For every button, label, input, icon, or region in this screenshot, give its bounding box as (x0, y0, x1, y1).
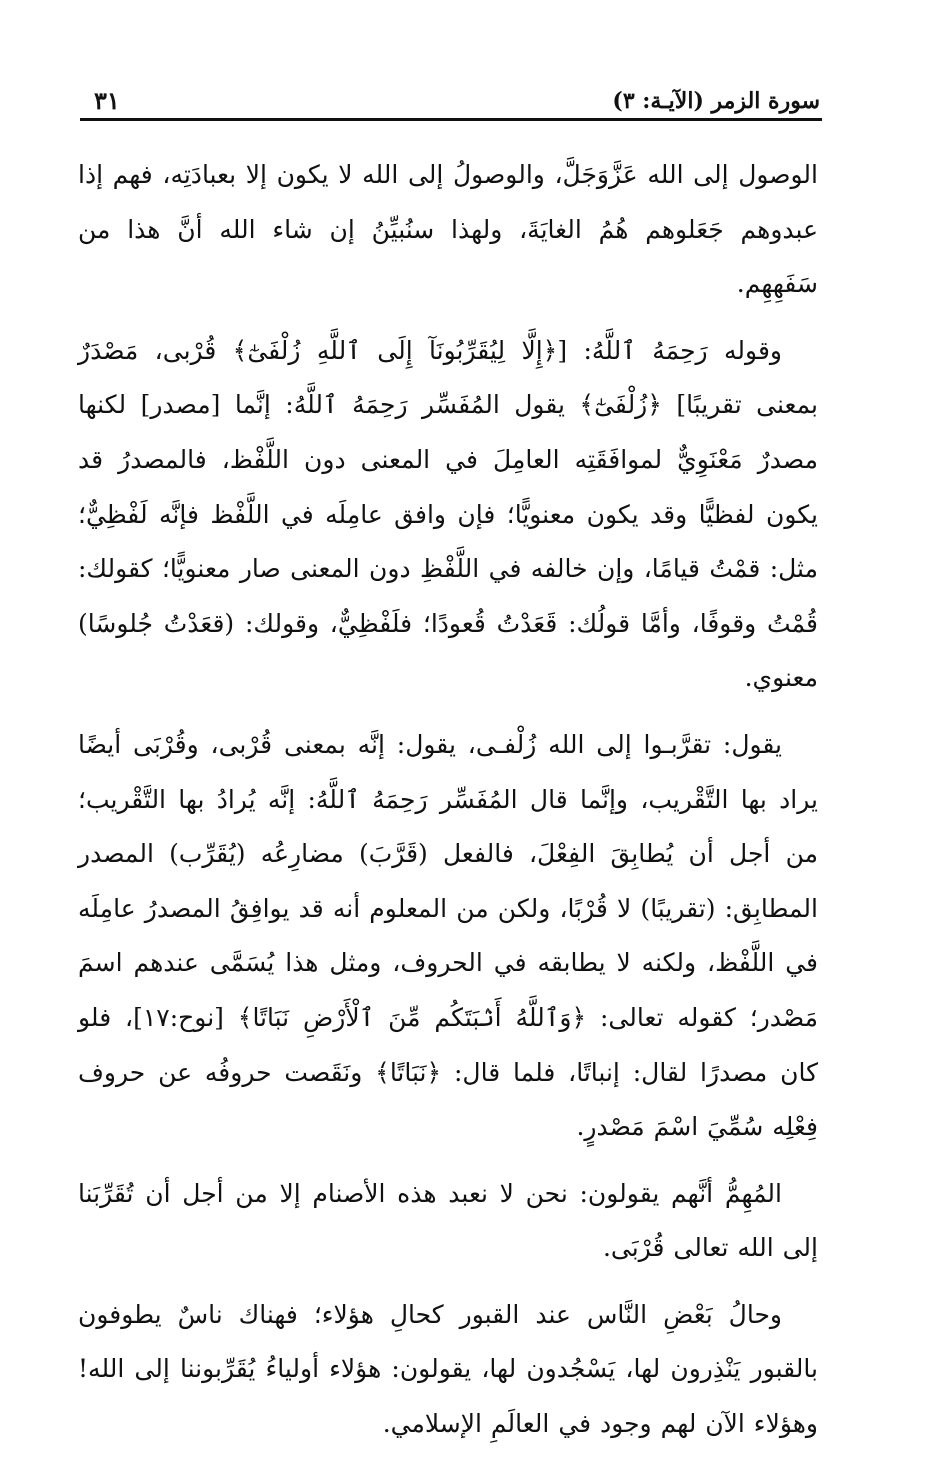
page-number: ٣١ (94, 86, 120, 115)
paragraph-5: وحالُ بَعْضِ النَّاس عند القبور كحالِ هؤلاء؛ فهناك ناسٌ يطوفون بالقبور يَنْذِرون لها، يَسْجُدون لها، يقولون: هؤلاء أولياءُ يُقَرِّبوننا إلى الله! وهؤلاء الآن لهم وجود في العالَمِ الإسلامي. (78, 1299, 818, 1439)
paragraph-1: الوصول إلى الله عَزَّوَجَلَّ، والوصولُ إلى الله لا يكون إلا بعبادَتِه، فهم إذا عبدوهم جَعَلوهم هُمُ الغايَةَ، ولهذا سنُبيِّنُ إن شاء الله أنَّ هذا من سَفَهِهِم. (78, 160, 818, 299)
running-title: سورة الزمر (الآيـة: ٣) (612, 88, 820, 114)
page-body (78, 148, 818, 1464)
paragraph-2: وقوله رَحِمَهُ ٱللَّهُ: [﴿إِلَّا لِيُقَرِّبُونَآ إِلَى ٱللَّهِ زُلْفَىٰٓ﴾ قُرْبى، مَصْدَرٌ بمعنى تقريبًا] ﴿زُلْفَىٰٓ﴾ يقول المُفَسِّر رَحِمَهُ ٱللَّهُ: إنَّما [مصدر] لكنها مصدرٌ مَعْنَوِيٌّ لموافَقَتِه العامِلَ في المعنى دون اللَّفْظ، فالمصدرُ قد يكون لفظيًّا وقد يكون معنويًّا؛ فإن وافق عامِلَه في اللَّفْظ فإنَّه لَفْظِيٌّ؛ مثل: قمْتُ قيامًا، وإن خالفه في اللَّفْظِ دون المعنى صار معنويًّا؛ كقولك: قُمْتُ وقوفًا، وأمَّا قولُك: قَعَدْتُ قُعودًا؛ فلَفْظِيٌّ، وقولك: (قعَدْتُ جُلوسًا) معنوي. (78, 335, 818, 693)
page-header (80, 86, 820, 122)
header-divider (80, 118, 822, 121)
paragraph-4: المُهِمُّ أنَّهم يقولون: نحن لا نعبد هذه الأصنام إلا من أجل أن تُقَرِّبَنا إلى الله تعالى قُرْبَى. (78, 1178, 818, 1263)
paragraph-3: يقول: تقرَّبـوا إلى الله زُلْفـى، يقول: إنَّه بمعنى قُرْبى، وقُرْبَى أيضًا يراد بها التَّقْريب، وإنَّما قال المُفَسِّر رَحِمَهُ ٱللَّهُ: إنَّه يُرادُ بها التَّقْريب؛ من أجل أن يُطابِقَ الفِعْلَ، فالفعل (قَرَّبَ) مضارِعُه (يُقَرِّب) المصدر المطابِق: (تقريبًا) لا قُرْبًا، ولكن من المعلوم أنه قد يوافِقُ المصدرُ عامِلَه في اللَّفْظ، ولكنه لا يطابقه في الحروف، ومثل هذا يُسَمَّى عندهم اسمَ مَصْدر؛ كقوله تعالى: ﴿وَٱللَّهُ أَنۢبَتَكُم مِّنَ ٱلْأَرْضِ نَبَاتًا﴾ [نوح:١٧]، فلو كان مصدرًا لقال: إنباتًا، فلما قال: ﴿نَبَاتًا﴾ ونَقَصت حروفُه عن حروف فِعْلِه سُمِّيَ اسْمَ مَصْدرٍ. (78, 729, 818, 1142)
